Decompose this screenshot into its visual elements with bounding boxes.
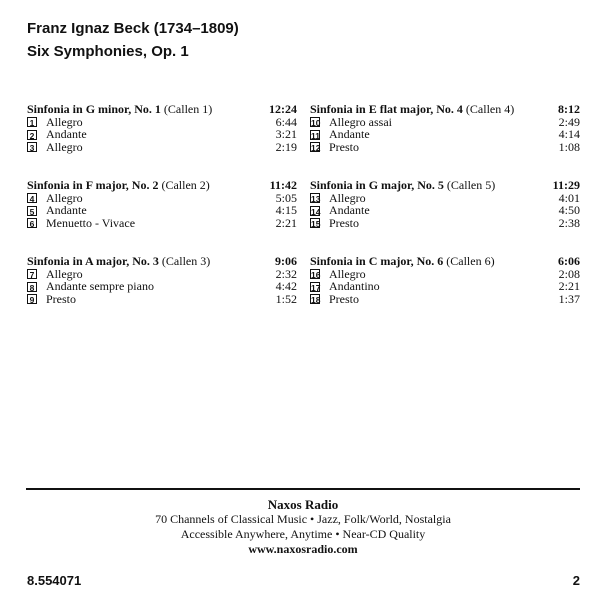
track-number-box: 14 — [311, 206, 321, 217]
symphony-total-time: 6:06 — [558, 254, 580, 268]
symphony-block-6 — [310, 255, 580, 306]
track-title: Allegro assai — [329, 114, 392, 129]
track-row — [27, 293, 297, 306]
track-duration: 2:32 — [275, 266, 297, 281]
symphony-block-1 — [27, 103, 297, 154]
track-duration: 4:14 — [558, 127, 580, 142]
naxos-radio-footer — [26, 497, 580, 557]
track-duration: 4:50 — [558, 203, 580, 218]
symphony-heading — [310, 179, 580, 192]
track-number-box: 9 — [27, 294, 37, 304]
catalog-number: 8.554071 — [27, 573, 82, 588]
callen-number: (Callen 1) — [163, 102, 213, 116]
track-number-box: 11 — [311, 130, 320, 141]
track-row — [310, 293, 580, 306]
track-duration: 4:01 — [558, 190, 580, 205]
footer-line-access: Accessible Anywhere, Anytime • Near-CD Quality — [180, 527, 426, 541]
symphony-heading — [27, 255, 297, 268]
track-duration: 2:49 — [558, 114, 580, 129]
track-number-box: 6 — [27, 218, 37, 228]
footer-divider — [26, 488, 580, 490]
track-title: Presto — [46, 292, 76, 307]
track-number-box: 1 — [27, 117, 37, 127]
track-duration: 2:19 — [275, 140, 297, 155]
track-duration: 1:08 — [558, 140, 580, 155]
callen-number: (Callen 2) — [161, 178, 210, 192]
track-number-box: 18 — [311, 295, 321, 306]
track-title: Presto — [329, 292, 359, 307]
symphony-block-4 — [310, 103, 580, 154]
track-number-box: 15 — [311, 219, 321, 230]
track-number-box: 13 — [311, 194, 321, 205]
track-number-box: 17 — [311, 282, 321, 293]
callen-number: (Callen 5) — [446, 178, 496, 192]
symphony-title: Sinfonia in F major, No. 2 — [27, 178, 159, 192]
symphony-title: Sinfonia in E flat major, No. 4 — [310, 102, 463, 116]
track-title: Andantino — [329, 279, 380, 294]
symphony-total-time: 11:29 — [552, 178, 580, 192]
track-number-box: 5 — [27, 206, 37, 216]
symphony-heading — [310, 255, 580, 268]
track-duration: 2:08 — [558, 266, 580, 281]
track-duration: 4:42 — [275, 279, 297, 294]
track-number-box: 4 — [27, 193, 37, 203]
track-duration: 3:21 — [275, 127, 297, 142]
symphony-total-time: 11:42 — [269, 178, 297, 192]
track-title: Presto — [329, 140, 359, 155]
track-number-box: 16 — [311, 270, 321, 281]
track-number-box: 10 — [311, 118, 321, 129]
track-row — [27, 217, 297, 230]
symphony-total-time: 9:06 — [275, 254, 297, 268]
footer-url: www.naxosradio.com — [248, 542, 358, 556]
symphony-title: Sinfonia in C major, No. 6 — [310, 254, 444, 268]
track-title: Allegro — [46, 114, 83, 129]
track-duration: 1:37 — [558, 292, 580, 307]
track-row — [310, 217, 580, 230]
symphony-title: Sinfonia in G minor, No. 1 — [27, 102, 161, 116]
track-duration: 2:21 — [275, 216, 297, 231]
track-number-box: 7 — [27, 269, 37, 279]
track-title: Andante — [46, 127, 87, 142]
track-title: Andante — [329, 203, 370, 218]
symphony-heading — [27, 179, 297, 192]
symphony-block-3 — [27, 255, 297, 306]
track-title: Andante — [46, 203, 87, 218]
page-number: 2 — [572, 573, 580, 588]
symphony-total-time: 8:12 — [558, 102, 580, 116]
composer-heading: Franz Ignaz Beck (1734–1809) — [27, 20, 239, 37]
symphony-heading — [310, 103, 580, 116]
track-row — [310, 141, 580, 154]
symphony-total-time: 12:24 — [269, 102, 297, 116]
track-title: Allegro — [46, 266, 83, 281]
track-duration: 5:05 — [275, 190, 297, 205]
footer-title: Naxos Radio — [267, 497, 339, 512]
track-duration: 1:52 — [275, 292, 297, 307]
track-title: Allegro — [46, 190, 83, 205]
work-heading: Six Symphonies, Op. 1 — [27, 43, 189, 60]
track-title: Andante — [329, 127, 370, 142]
track-title: Presto — [329, 216, 359, 231]
track-number-box: 3 — [27, 142, 37, 152]
track-duration: 2:21 — [558, 279, 580, 294]
footer-line-channels: 70 Channels of Classical Music • Jazz, Folk/World, Nostalgia — [155, 512, 451, 526]
symphony-title: Sinfonia in A major, No. 3 — [27, 254, 159, 268]
track-duration: 2:38 — [558, 216, 580, 231]
symphony-heading — [27, 103, 297, 116]
track-duration: 6:44 — [275, 114, 297, 129]
callen-number: (Callen 4) — [465, 102, 515, 116]
track-number-box: 12 — [311, 143, 321, 154]
track-title: Allegro — [46, 140, 83, 155]
track-title: Allegro — [329, 190, 366, 205]
track-title: Allegro — [329, 266, 366, 281]
track-duration: 4:15 — [275, 203, 297, 218]
track-number-box: 2 — [27, 130, 37, 140]
symphony-block-2 — [27, 179, 297, 230]
track-row — [27, 141, 297, 154]
callen-number: (Callen 3) — [161, 254, 211, 268]
track-title: Andante sempre piano — [46, 279, 154, 294]
track-title: Menuetto - Vivace — [46, 216, 136, 231]
callen-number: (Callen 6) — [446, 254, 495, 268]
track-number-box: 8 — [27, 282, 37, 292]
symphony-title: Sinfonia in G major, No. 5 — [310, 178, 444, 192]
symphony-block-5 — [310, 179, 580, 230]
